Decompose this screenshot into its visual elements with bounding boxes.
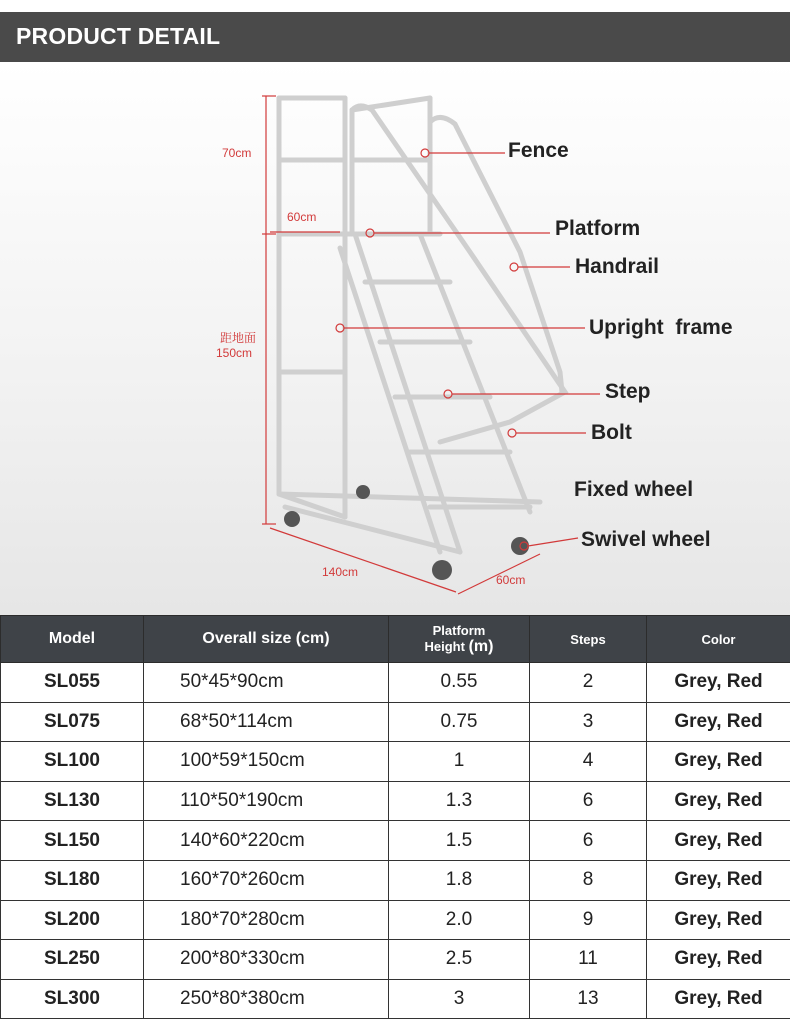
cell-size: 250*80*380cm [144, 979, 389, 1019]
product-diagram [0, 62, 790, 615]
cell-steps: 11 [530, 940, 647, 980]
cell-model: SL150 [1, 821, 144, 861]
cell-size: 180*70*280cm [144, 900, 389, 940]
cell-model: SL075 [1, 702, 144, 742]
cell-color: Grey, Red [647, 781, 790, 821]
cell-color: Grey, Red [647, 860, 790, 900]
col-header-height [389, 616, 530, 663]
col-header-height-unit: (m) [468, 638, 494, 655]
cell-model: SL180 [1, 860, 144, 900]
label-fixed-wheel: Fixed wheel [574, 478, 694, 501]
dim-ground-label: 距地面 [220, 331, 257, 345]
label-handrail: Handrail [575, 255, 660, 278]
cell-model: SL250 [1, 940, 144, 980]
cell-steps: 4 [530, 742, 647, 782]
cell-color: Grey, Red [647, 821, 790, 861]
spec-table [0, 615, 790, 1019]
label-bolt: Bolt [591, 421, 632, 444]
dim-fence-height: 70cm [222, 146, 252, 160]
cell-size: 200*80*330cm [144, 940, 389, 980]
table-row [1, 702, 790, 742]
cell-size: 100*59*150cm [144, 742, 389, 782]
table-row [1, 821, 790, 861]
cell-size: 110*50*190cm [144, 781, 389, 821]
cell-size: 160*70*260cm [144, 860, 389, 900]
cell-color: Grey, Red [647, 979, 790, 1019]
table-row [1, 781, 790, 821]
dim-length: 140cm [322, 565, 359, 579]
cell-steps: 6 [530, 781, 647, 821]
table-row [1, 860, 790, 900]
dim-width: 60cm [496, 573, 526, 587]
label-step: Step [605, 380, 651, 403]
col-header-size: Overall size (cm) [144, 616, 389, 663]
cell-height: 1.5 [389, 821, 530, 861]
label-swivel-wheel: Swivel wheel [581, 528, 711, 551]
cell-height: 0.75 [389, 702, 530, 742]
cell-steps: 6 [530, 821, 647, 861]
col-header-steps: Steps [530, 616, 647, 663]
cell-color: Grey, Red [647, 702, 790, 742]
cell-color: Grey, Red [647, 663, 790, 703]
page-title: PRODUCT DETAIL [16, 23, 221, 49]
cell-height: 1.3 [389, 781, 530, 821]
header-bar [0, 12, 790, 62]
table-row [1, 900, 790, 940]
dim-ground-height: 150cm [216, 346, 253, 360]
cell-color: Grey, Red [647, 742, 790, 782]
cell-color: Grey, Red [647, 940, 790, 980]
cell-height: 3 [389, 979, 530, 1019]
cell-steps: 2 [530, 663, 647, 703]
col-header-model: Model [1, 616, 144, 663]
cell-model: SL300 [1, 979, 144, 1019]
cell-size: 68*50*114cm [144, 702, 389, 742]
col-header-height-line2: Height [424, 639, 465, 654]
label-fence: Fence [508, 139, 569, 162]
table-row [1, 979, 790, 1019]
cell-steps: 3 [530, 702, 647, 742]
cell-height: 2.5 [389, 940, 530, 980]
table-row [1, 742, 790, 782]
cell-height: 1 [389, 742, 530, 782]
col-header-height-line1: Platform [432, 623, 486, 638]
ladder-frame [279, 98, 565, 552]
col-header-color: Color [647, 616, 790, 663]
cell-size: 140*60*220cm [144, 821, 389, 861]
cell-color: Grey, Red [647, 900, 790, 940]
cell-model: SL055 [1, 663, 144, 703]
cell-height: 0.55 [389, 663, 530, 703]
cell-steps: 9 [530, 900, 647, 940]
cell-steps: 8 [530, 860, 647, 900]
cell-height: 1.8 [389, 860, 530, 900]
dim-platform-depth: 60cm [287, 210, 317, 224]
label-upright-frame: Upright frame [589, 316, 733, 339]
cell-model: SL130 [1, 781, 144, 821]
cell-model: SL100 [1, 742, 144, 782]
label-platform: Platform [555, 217, 641, 240]
table-row [1, 940, 790, 980]
cell-height: 2.0 [389, 900, 530, 940]
cell-size: 50*45*90cm [144, 663, 389, 703]
table-row [1, 663, 790, 703]
table-header-row [1, 616, 790, 663]
cell-steps: 13 [530, 979, 647, 1019]
cell-model: SL200 [1, 900, 144, 940]
